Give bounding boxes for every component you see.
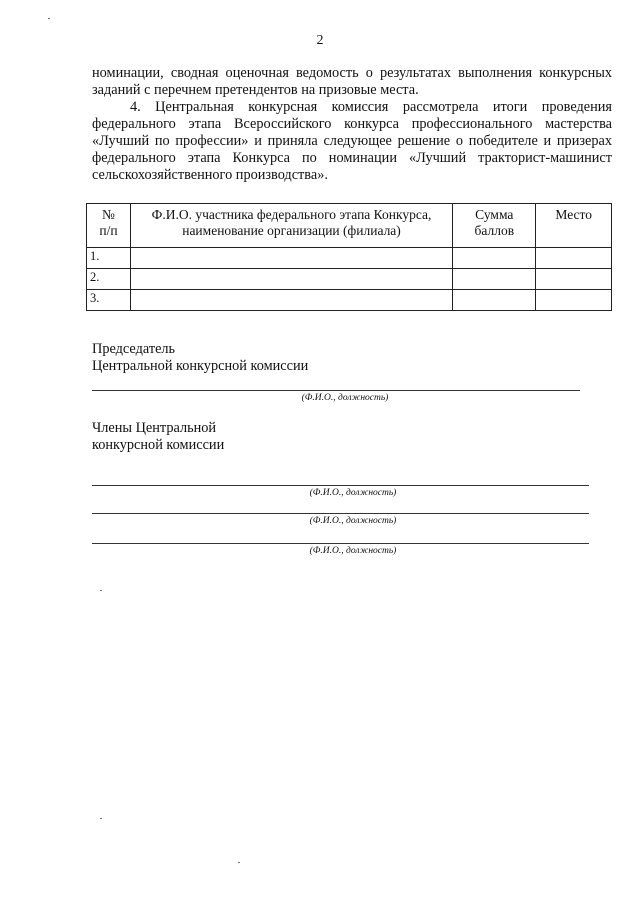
header-sum: Сумма баллов	[453, 204, 536, 248]
table-row	[87, 269, 612, 290]
scan-speck	[100, 818, 102, 819]
member-signature-line	[92, 513, 589, 514]
member-signature-caption: (Ф.И.О., должность)	[309, 516, 397, 526]
scan-speck	[48, 18, 50, 19]
cell-num: 3.	[87, 290, 131, 311]
paragraph-line: федерального этапа Конкурса по номинации «Лучший тракторист-машинист	[92, 150, 612, 166]
member-signature-line	[92, 485, 589, 486]
chair-title: Председатель Центральной конкурсной комиссии	[92, 341, 309, 374]
cell-num: 2.	[87, 269, 131, 290]
cell-name	[130, 269, 452, 290]
paragraph-line: федерального этапа Всероссийского конкурса профессионального мастерства	[92, 116, 612, 132]
header-name: Ф.И.О. участника федерального этапа Конкурса, наименование организации (филиала)	[130, 204, 452, 248]
paragraph-line: заданий с перечнем претендентов на призовые места.	[92, 82, 419, 98]
table-header-row	[87, 204, 612, 248]
chair-signature-line	[92, 390, 580, 391]
member-signature-caption: (Ф.И.О., должность)	[309, 488, 397, 498]
cell-sum	[453, 248, 536, 269]
chair-signature-caption: (Ф.И.О., должность)	[301, 393, 389, 403]
page-number: 2	[316, 33, 324, 48]
paragraph-line: сельскохозяйственного производства».	[92, 167, 328, 183]
scan-speck	[100, 590, 102, 591]
paragraph-line: «Лучший по профессии» и приняла следующее решение о победителе и призерах	[92, 133, 612, 149]
paragraph-continuation	[92, 65, 612, 99]
header-num: № п/п	[87, 204, 131, 248]
cell-num: 1.	[87, 248, 131, 269]
paragraph-line: 4. Центральная конкурсная комиссия рассмотрела итоги проведения	[130, 99, 612, 115]
cell-place	[536, 269, 612, 290]
cell-sum	[453, 269, 536, 290]
members-title: Члены Центральной конкурсной комиссии	[92, 420, 225, 453]
member-signature-line	[92, 543, 589, 544]
cell-place	[536, 248, 612, 269]
cell-sum	[453, 290, 536, 311]
paragraph-item-4	[92, 99, 612, 184]
cell-name	[130, 248, 452, 269]
results-table	[86, 203, 612, 311]
table-row	[87, 290, 612, 311]
member-signature-caption: (Ф.И.О., должность)	[309, 546, 397, 556]
table-row	[87, 248, 612, 269]
cell-place	[536, 290, 612, 311]
paragraph-line: номинации, сводная оценочная ведомость о результатах выполнения конкурсных	[92, 65, 612, 81]
header-place: Место	[536, 204, 612, 248]
scan-speck	[238, 862, 240, 863]
cell-name	[130, 290, 452, 311]
